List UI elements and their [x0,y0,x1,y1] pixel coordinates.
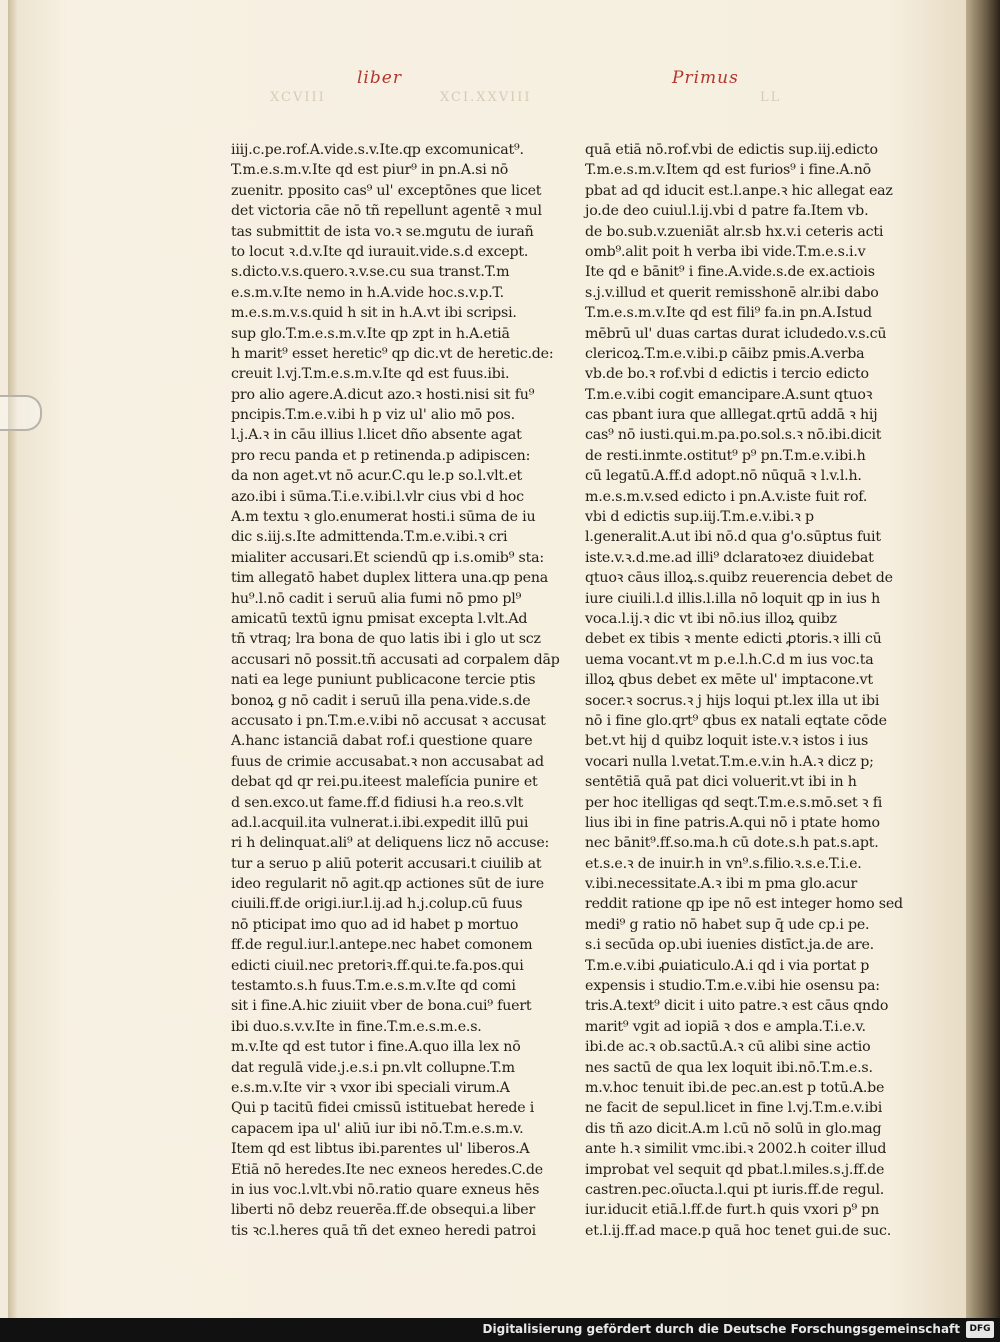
right-column-line: vocari nulla l.vetat.T.m.e.v.in h.A.ꝛ dicz p; [585,753,874,770]
left-column-line: debat qd qr rei.pu.iteest malefícia punire et [231,774,538,791]
left-column-line: liberti nō debz reuerēa.ff.de obsequi.a liber [231,1202,536,1219]
left-column-line: s.dicto.v.s.quero.ꝛ.v.se.cu sua transt.T.m [231,264,510,281]
right-column-line: improbat vel sequit qd pbat.l.miles.s.j.ff.de [585,1161,885,1178]
right-column-line: pbat ad qd iducit est.l.anpe.ꝛ hic allegat eaz [585,182,893,199]
left-column-line: e.s.m.v.Ite vir ꝛ vxor ibi speciali virum.A [231,1079,510,1096]
left-column-line: pncipis.T.m.e.v.ibi h p viz ul' alio mō pos. [231,407,515,424]
right-column-line: sentētiā quā pat dici voluerit.vt ibi in h [585,774,857,791]
right-column-line: T.m.e.v.ibi ꝓuiaticulo.A.i qd i via portat p [585,957,870,974]
left-column-line: mialiter accusari.Et sciendū qp i.s.omib⁹ sta: [231,549,544,566]
right-column-line: clericoꝝ.T.m.e.v.ibi.p cāibz pmis.A.verba [585,345,865,362]
left-column-line: pro alio agere.A.dicut azo.ꝛ hosti.nisi sit fu⁹ [231,386,535,403]
right-column-line: cas⁹ nō iusti.qui.m.pa.po.sol.s.ꝛ nō.ibi.dicit [585,427,882,444]
left-column-line: A.m textu ꝛ glo.enumerat hosti.i sūma de iu [231,509,536,526]
left-column-line: det victoria cāe nō tñ repellunt agentē ꝛ mul [231,203,542,220]
left-column-line: sup glo.T.m.e.s.m.v.Ite qp zpt in h.A.etiā [231,325,510,342]
left-column-line: ad.l.acquil.ita vulnerat.i.ibi.expedit illū pui [231,814,529,831]
right-column-line: nec bānit⁹.ff.so.ma.h cū dote.s.h pat.s.apt. [585,835,879,852]
right-column-line: medi⁹ g ratio nō habet sup q̄ ude cp.i pe. [585,916,870,933]
left-column-line: tñ vtraq; lra bona de quo latis ibi i glo ut scz [231,631,541,648]
faded-folio-right: LL [760,90,782,105]
left-column-line: ciuili.ff.de origi.iur.l.ij.ad h.j.colup.cū fuus [231,896,523,913]
left-column-line: creuit l.vj.T.m.e.s.m.v.Ite qd est fuus.ibi. [231,366,510,383]
faded-folio-left: XCVIII [270,90,326,105]
left-column-line: in ius voc.l.vlt.vbi nō.ratio quare exneus hēs [231,1181,540,1198]
right-column-line: voca.l.ij.ꝛ dic vt ibi nō.ius illoꝝ quibz [585,610,837,627]
right-column-line: uema vocant.vt m p.e.l.h.C.d m ius voc.ta [585,651,874,668]
left-column-line: T.m.e.s.m.v.Ite qd est piur⁹ in pn.A.si nō [231,162,509,179]
left-column-line: da non aget.vt nō acur.C.qu le.p so.l.vlt.et [231,468,523,485]
left-column-line: dat regulā vide.j.e.s.i pn.vlt collupne.T.m [231,1059,515,1076]
right-column-line: T.m.e.v.ibi cogit emancipare.A.sunt qtuoꝛ [585,386,873,403]
left-column-line: ibi duo.s.v.v.Ite in fine.T.m.e.s.m.e.s. [231,1018,482,1035]
funding-credit: Digitalisierung gefördert durch die Deutsche Forschungsgemeinschaft [482,1322,960,1336]
right-column-line: cas pbant iura que alllegat.qrtū addā ꝛ hij [585,407,878,424]
text-column-left [231,140,560,1241]
right-column-line: vbi d edictis sup.iij.T.m.e.v.ibi.ꝛ p [585,509,814,526]
right-column-line: quā etiā nō.rof.vbi de edictis sup.iij.edicto [585,142,878,158]
right-column-line: mēbrū ul' duas cartas durat icludedo.v.s.cū [585,325,887,342]
right-column-line: dis tñ azo dicit.A.m l.cū nō solū in glo.mag [585,1120,882,1137]
faded-folio-mid: XCI.XXVIII [440,90,532,105]
page-edge [8,0,18,1318]
right-column-line: iur.iducit etiā.l.ff.de furt.h quis vxori p⁹ pn [585,1202,880,1219]
dfg-logo: DFG [966,1321,994,1338]
left-column-line: ff.de regul.iur.l.antepe.nec habet comonem [231,937,533,954]
right-column-line: m.v.hoc tenuit ibi.de pec.an.est p totū.A.be [585,1079,885,1096]
right-column-line: m.e.s.m.v.sed edicto i pn.A.v.iste fuit rof. [585,488,868,505]
right-column-line: tris.A.text⁹ dicit i uito patre.ꝛ est cāus qndo [585,998,889,1015]
left-column-line: Item qd est libtus ibi.parentes ul' liberos.A [231,1141,530,1158]
left-column-line: Etiā nō heredes.Ite nec exneos heredes.C.de [231,1161,543,1178]
left-column-line: testamto.s.h fuus.T.m.e.s.m.v.Ite qd comi [231,978,516,995]
left-column-line: tur a seruo p aliū poterit accusari.t ciuilib at [231,855,542,872]
left-column-line: ideo regularit nō agit.qp actiones sūt de iure [231,876,544,893]
right-column-line: vb.de bo.ꝛ rof.vbi d edictis i tercio edicto [585,366,869,383]
left-column-line: to locut ꝛ.d.v.Ite qd iurauit.vide.s.d except. [231,243,529,260]
left-column-line: h marit⁹ esset heretic⁹ qp dic.vt de heretic.de: [231,345,554,362]
right-column-line: socer.ꝛ socrus.ꝛ j hijs loqui pt.lex illa ut ibi [585,692,880,709]
right-column-line: et.s.e.ꝛ de inuir.h in vn⁹.s.filio.ꝛ.s.e.T.i.e. [585,855,862,872]
right-column-line: bet.vt hij d quibz loquit iste.v.ꝛ istos i ius [585,733,869,750]
left-column-line: tim allegatō habet duplex littera una.qp pena [231,570,549,587]
left-column-line: l.j.A.ꝛ in cāu illius l.licet dño absente agat [231,427,522,444]
right-column-line: de resti.inmte.ostitut⁹ p⁹ pn.T.m.e.v.ibi.h [585,447,866,464]
running-head-left: liber [357,68,402,88]
right-column-line: T.m.e.s.m.v.Item qd est furios⁹ i fine.A.nō [585,162,872,179]
right-column-line: ante h.ꝛ similit vmc.ibi.ꝛ 2002.h coiter illud [585,1141,887,1158]
left-column-line: tis ꝛc.l.heres quā tñ det exneo heredi patroi [231,1222,536,1239]
right-column-line: nes sactū de qua lex loquit ibi.nō.T.m.e.s. [585,1059,873,1076]
right-column-line: jo.de deo cuiul.l.ij.vbi d patre fa.Item vb. [585,203,869,220]
right-column-line: nō i fine glo.qrt⁹ qbus ex natali eqtate cōde [585,712,887,729]
left-column-line: accusari nō possit.tñ accusati ad corpalem dāp [231,651,560,668]
left-column-line: amicatū textū ignu pmisat excepta l.vlt.Ad [231,610,528,627]
right-column-line: expensis i studio.T.m.e.v.ibi hie osensu pa: [585,978,880,995]
left-column-line: zuenitr. pposito cas⁹ ul' exceptōnes que licet [231,182,542,199]
right-column-line: et.l.ij.ff.ad mace.p quā hoc tenet gui.de suc. [585,1222,892,1239]
right-column-line: illoꝝ qbus debet ex mēte ul' imptacone.vt [585,672,873,689]
right-column-line: qtuoꝛ cāus illoꝝ.s.quibz reuerencia debet de [585,570,893,587]
right-column-line: per hoc itelligas qd seqt.T.m.e.s.mō.set ꝛ fi [585,794,883,811]
right-column-line: T.m.e.s.m.v.Ite qd est fili⁹ fa.in pn.A.Istud [585,305,872,322]
left-column-line: A.hanc istanciā dabat rof.i questione quare [231,733,533,750]
right-column-line: iste.v.ꝛ.d.me.ad illi⁹ dclaratoꝛez diuidebat [585,549,874,566]
page-clip-marker [0,395,42,431]
left-column-line: d sen.exco.ut fame.ff.d fidiusi h.a reo.s.vlt [231,794,524,811]
left-column-line: dic s.iij.s.Ite admittenda.T.m.e.v.ibi.ꝛ cri [231,529,508,546]
left-column-line: nō pticipat imo quo ad id habet p mortuo [231,916,519,933]
book-spine [966,0,1000,1318]
right-column-line: ibi.de ac.ꝛ ob.sactū.A.ꝛ cū alibi sine actio [585,1039,871,1056]
right-column-line: ne facit de sepul.licet in fine l.vj.T.m.e.v.ibi [585,1100,883,1117]
left-column-line: ri h delinquat.ali⁹ at deliquens licz nō accuse: [231,835,550,852]
left-column-line: m.v.Ite qd est tutor i fine.A.quo illa lex nō [231,1039,521,1056]
left-column-line: Qui p tacitū fidei cmissū istituebat herede i [231,1100,535,1117]
left-column-line: edicti ciuil.nec pretoriꝛ.ff.qui.te.fa.pos.qui [231,957,524,974]
left-column-line: tas submittit de ista vo.ꝛ se.mgutu de iurañ [231,223,534,240]
right-column-line: iure ciuili.l.d illis.l.illa nō loquit qp in ius h [585,590,881,607]
left-column-line: m.e.s.m.v.s.quid h sit in h.A.vt ibi scripsi. [231,305,517,322]
left-column-line: e.s.m.v.Ite nemo in h.A.vide hoc.s.v.p.T. [231,284,504,301]
left-column-line: nati ea lege puniunt publicacone tercie ptis [231,672,536,689]
right-column-line: l.generalit.A.ut ibi nō.d qua g'o.sūptus fuit [585,529,881,546]
running-head-right: Primus [672,68,739,88]
left-column-line: pro recu panda et p retinenda.p adipiscen: [231,447,531,464]
text-column-right [585,140,903,1241]
right-column-line: marit⁹ vgit ad iopiā ꝛ dos e ampla.T.i.e.v. [585,1018,866,1035]
right-column-line: s.i secūda op.ubi iuenies distīct.ja.de are. [585,937,874,954]
left-column-line: iiij.c.pe.rof.A.vide.s.v.Ite.qp excomunicat⁹. [231,142,524,158]
right-column-line: v.ibi.necessitate.A.ꝛ ibi m pma glo.acur [585,876,858,893]
left-column-line: capacem ipa ul' aliū iur ibi nō.T.m.e.s.m.v. [231,1120,524,1137]
right-column-line: omb⁹.alit poit h verba ibi vide.T.m.e.s.i.v [585,243,866,260]
right-column-line: de bo.sub.v.zueniāt alr.sb hx.v.i ceteris acti [585,223,884,240]
right-column-line: s.j.v.illud et querit remisshonē alr.ibi dabo [585,284,879,301]
left-column-line: azo.ibi i sūma.T.i.e.v.ibi.l.vlr cius vbi d hoc [231,488,524,505]
right-column-line: lius ibi in fine patris.A.qui nō i ptate homo [585,814,880,831]
right-column-line: cū legatū.A.ff.d adopt.nō nūquā ꝛ l.v.l.h. [585,468,862,485]
right-column-line: debet ex tibis ꝛ mente edicti ꝓtoris.ꝛ illi cū [585,631,882,648]
right-column-line: reddit ratione qp ipe nō est integer homo sed [585,896,903,913]
left-column-line: accusato i pn.T.m.e.v.ibi nō accusat ꝛ accusat [231,712,546,729]
left-column-line: hu⁹.l.nō cadit i seruū alia fumi nō pmo pl⁹ [231,590,522,607]
right-column-line: Ite qd e bānit⁹ i fine.A.vide.s.de ex.actiois [585,264,875,281]
left-column-line: sit i fine.A.hic ziuiit vber de bona.cui⁹ fuert [231,998,532,1015]
right-column-line: castren.pec.oīucta.l.qui pt iuris.ff.de regul. [585,1181,885,1198]
left-column-line: bonoꝝ g nō cadit i seruū illa pena.vide.s.de [231,692,531,709]
left-column-line: fuus de crimie accusabat.ꝛ non accusabat ad [231,753,544,770]
